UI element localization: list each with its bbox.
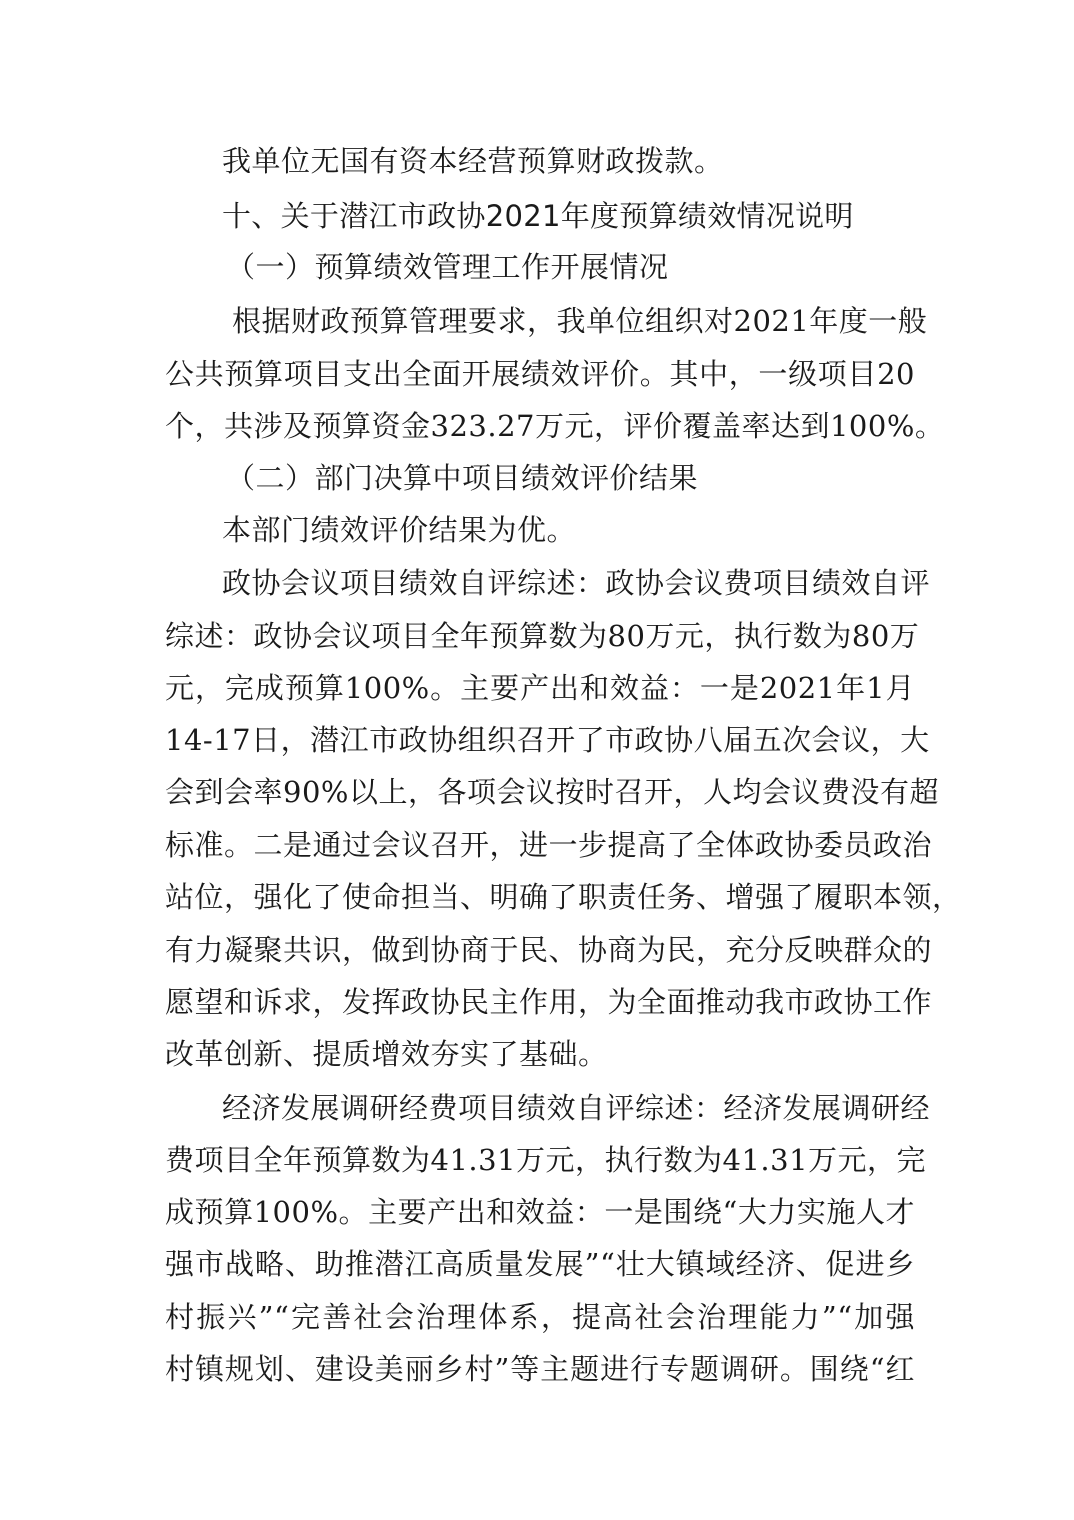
paragraph-line: 站位，强化了使命担当、明确了职责任务、增强了履职本领， bbox=[165, 880, 962, 914]
paragraph-line: 强市战略、助推潜江高质量发展”“壮大镇域经济、促进乡 bbox=[165, 1247, 915, 1281]
paragraph-line: 有力凝聚共识，做到协商于民、协商为民，充分反映群众的 bbox=[165, 933, 933, 967]
paragraph-line: 会到会率90%以上，各项会议按时召开，人均会议费没有超 bbox=[165, 775, 939, 809]
paragraph-line: 成预算100%。主要产出和效益：一是围绕“大力实施人才 bbox=[165, 1195, 915, 1229]
paragraph-line: 标准。二是通过会议召开，进一步提高了全体政协委员政治 bbox=[165, 828, 933, 862]
paragraph-line: 个，共涉及预算资金323.27万元，评价覆盖率达到100%。 bbox=[165, 409, 945, 443]
subsection-heading: （一）预算绩效管理工作开展情况 bbox=[226, 250, 669, 284]
paragraph-line: 根据财政预算管理要求，我单位组织对2021年度一般 bbox=[232, 304, 928, 338]
paragraph-line: 费项目全年预算数为41.31万元，执行数为41.31万元，完 bbox=[165, 1143, 927, 1177]
paragraph-line: 村镇规划、建设美丽乡村”等主题进行专题调研。围绕“红 bbox=[165, 1352, 915, 1386]
paragraph-line: 元，完成预算100%。主要产出和效益：一是2021年1月 bbox=[165, 671, 915, 705]
paragraph-line: 政协会议项目绩效自评综述：政协会议费项目绩效自评 bbox=[222, 566, 931, 600]
paragraph-line: 综述：政协会议项目全年预算数为80万元，执行数为80万 bbox=[165, 619, 920, 653]
paragraph-line: 村振兴”“完善社会治理体系，提高社会治理能力”“加强 bbox=[165, 1300, 915, 1334]
paragraph-line: 经济发展调研经费项目绩效自评综述：经济发展调研经 bbox=[222, 1091, 931, 1125]
subsection-heading: （二）部门决算中项目绩效评价结果 bbox=[226, 461, 699, 495]
paragraph-line: 愿望和诉求，发挥政协民主作用，为全面推动我市政协工作 bbox=[165, 985, 933, 1019]
paragraph-line: 我单位无国有资本经营预算财政拨款。 bbox=[222, 144, 724, 178]
section-heading: 十、关于潜江市政协2021年度预算绩效情况说明 bbox=[222, 199, 854, 233]
paragraph-line: 改革创新、提质增效夯实了基础。 bbox=[165, 1037, 608, 1071]
paragraph-line: 14-17日，潜江市政协组织召开了市政协八届五次会议，大 bbox=[165, 723, 930, 757]
paragraph-line: 公共预算项目支出全面开展绩效评价。其中，一级项目20 bbox=[165, 357, 915, 391]
paragraph-line: 本部门绩效评价结果为优。 bbox=[222, 513, 577, 547]
